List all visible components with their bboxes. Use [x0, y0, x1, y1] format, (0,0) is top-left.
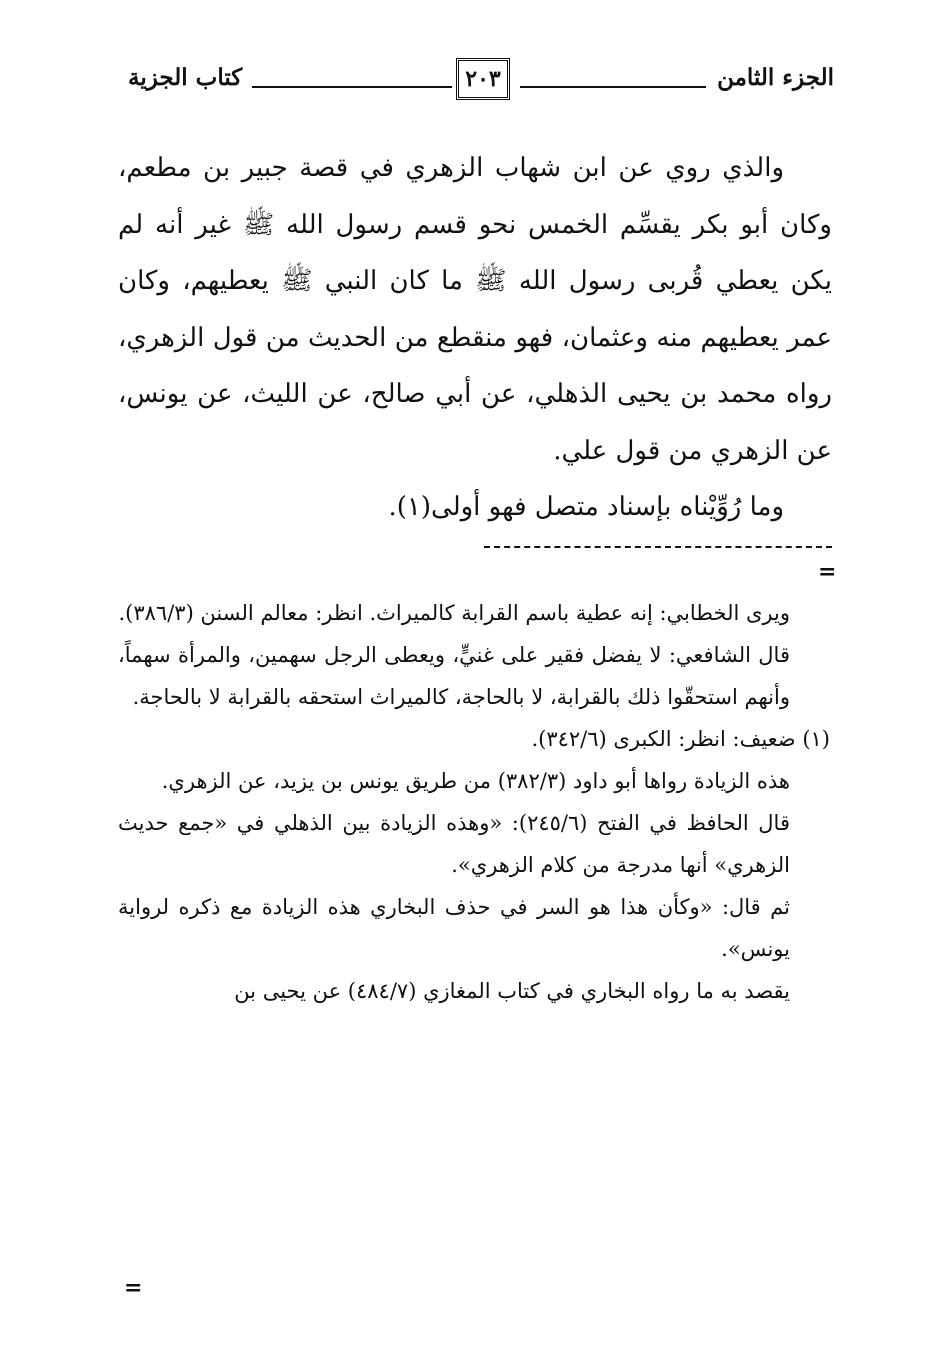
footnote-paragraph: يقصد به ما رواه البخاري في كتاب المغازي (٤٨٤/٧) عن يحيى بن — [234, 979, 790, 1003]
footnote-paragraph: ويرى الخطابي: إنه عطية باسم القرابة كالميراث. انظر: معالم السنن (٣٨٦/٣). — [118, 601, 790, 625]
footnote-separator — [484, 546, 832, 548]
footnote-continuation-marker: = — [124, 1275, 143, 1301]
continuation-marker: = — [818, 559, 837, 585]
page-header — [128, 58, 834, 106]
page-number-box: ٢٠٣ — [456, 58, 510, 100]
main-text — [118, 140, 832, 536]
header-rule-right — [520, 86, 706, 88]
volume-title: الجزء الثامن — [717, 64, 834, 91]
main-paragraph: وما رُوِّيْناه بإسناد متصل فهو أولى(١). — [388, 492, 784, 522]
header-rule-left — [252, 86, 452, 88]
book-title: كتاب الجزية — [128, 64, 243, 91]
footnote-1: (١) ضعيف: انظر: الكبرى (٣٤٢/٦). — [531, 727, 830, 751]
footnote-paragraph: هذه الزيادة رواها أبو داود (٣٨٢/٣) من طريق يونس بن يزيد، عن الزهري. — [161, 769, 790, 793]
footnotes — [118, 592, 830, 1012]
footnote-paragraph: ثم قال: «وكأن هذا هو السر في حذف البخاري هذه الزيادة مع ذكره لرواية يونس». — [118, 895, 790, 961]
footnote-paragraph: قال الحافظ في الفتح (٢٤٥/٦): «وهذه الزيادة بين الذهلي في «جمع حديث الزهري» أنها مدرجة من كلام الزهري». — [118, 811, 790, 877]
main-paragraph: والذي روي عن ابن شهاب الزهري في قصة جبير بن مطعم، وكان أبو بكر يقسِّم الخمس نحو قسم رسول الله ﷺ غير أنه لم يكن يعطي قُربى رسول الله ﷺ ما كان النبي ﷺ يعطيهم، وكان عمر يعطيهم منه وعثمان، فهو منقطع من الحديث من قول الزهري، رواه محمد بن يحيى الذهلي، عن أبي صالح، عن الليث، عن يونس، عن الزهري من قول علي. — [118, 153, 832, 466]
footnote-paragraph: قال الشافعي: لا يفضل فقير على غنيٍّ، ويعطى الرجل سهمين، والمرأة سهماً، وأنهم استحقّوا ذلك بالقرابة، لا بالحاجة، كالميراث استحقه بالقرابة لا بالحاجة. — [118, 643, 790, 709]
